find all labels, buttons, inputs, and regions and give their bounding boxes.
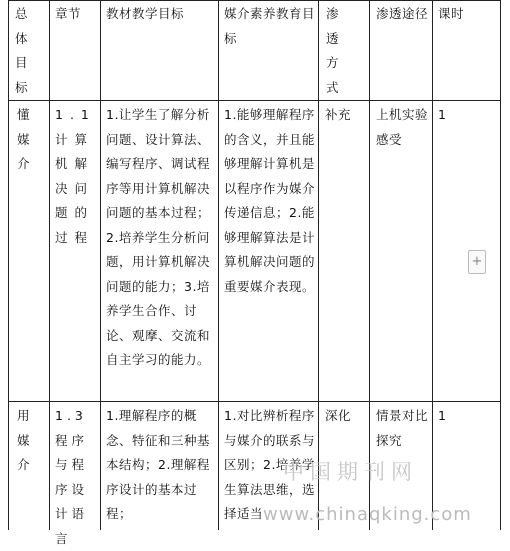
- row1-hours: 1: [438, 107, 447, 122]
- col-line: [369, 0, 370, 530]
- header-overall-goal: 总体目标: [15, 6, 29, 95]
- header-method: 渗透方式: [326, 6, 349, 95]
- row2-chapter: 1.3程序与程序设计语言: [55, 408, 89, 546]
- row2-overall-goal: 用媒介: [17, 408, 31, 472]
- row1-teaching-goals: 1.让学生了解分析问题、设计算法、编写程序、调试程序等用计算机解决问题的基本过程；2.培养学生分析问题，用计算机解决问题的能力；3.培养学生合作、讨论、观摩、交流和自主学习的能力。: [106, 107, 211, 367]
- row-divider: [8, 401, 501, 402]
- table-border-top: [8, 0, 501, 1]
- col-line: [8, 0, 9, 530]
- row2-path: 情景对比探究: [376, 408, 429, 448]
- row1-media-goals: 1.能够理解程序的含义，并且能够理解计算机是以程序作为媒介传递信息；2.能够理解算法是计算机解决问题的重要媒介表现。: [224, 107, 316, 294]
- col-line: [100, 0, 101, 530]
- col-line: [49, 0, 50, 530]
- header-media-literacy-goal: 媒介素养教育目标: [224, 6, 316, 46]
- header-path: 渗透途径: [376, 6, 429, 21]
- watermark-url: www.chinaqking.com: [263, 504, 472, 525]
- row2-hours: 1: [438, 408, 447, 423]
- row2-method: 深化: [325, 408, 352, 423]
- col-line: [218, 0, 219, 530]
- row1-chapter: 1.1计算机解决问题的过程: [55, 107, 96, 245]
- row1-overall-goal: 懂媒介: [17, 107, 31, 171]
- col-line: [500, 0, 501, 530]
- curriculum-table: [8, 0, 501, 546]
- row1-method: 补充: [325, 107, 352, 122]
- header-divider: [8, 100, 501, 101]
- header-teaching-goal: 教材教学目标: [106, 6, 185, 21]
- expand-button[interactable]: +: [468, 250, 486, 274]
- watermark-brand: 中国期刊网: [283, 460, 418, 484]
- col-line: [432, 0, 433, 530]
- header-hours: 课时: [438, 6, 465, 21]
- row2-media-goals: 1.对比辨析程序与媒介的联系与区别；2.培养学生算法思维，选择适当: [224, 408, 316, 521]
- header-chapter: 章节: [55, 6, 82, 21]
- col-line: [318, 0, 319, 530]
- row2-teaching-goals: 1.理解程序的概念、特征和三种基本结构；2.理解程序设计的基本过程；: [106, 408, 211, 521]
- row1-path: 上机实验感受: [376, 107, 429, 147]
